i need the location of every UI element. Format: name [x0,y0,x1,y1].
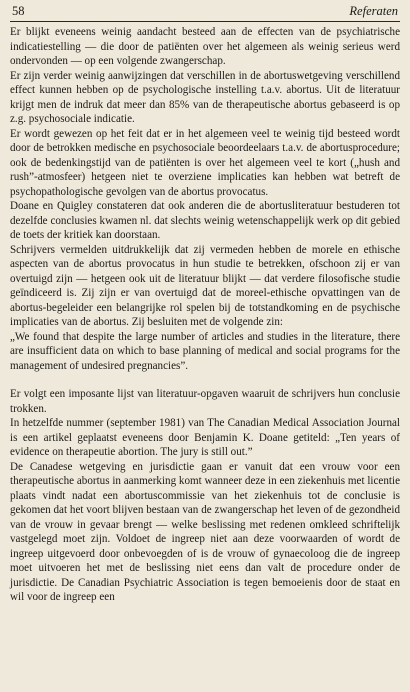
running-title: Referaten [349,4,398,18]
paragraph: Er zijn verder weinig aanwijzingen dat verschillen in de abortuswetgeving verschillend effect kunnen hebben op de psychologische instelling t.a.v. abortus. Uit de literatuur krijgt men de indruk dat meer dan 85% van de therapeutische abortus gebaseerd is op z.g. psychosociale indicatie. [10,69,400,125]
paragraph: Er blijkt eveneens weinig aandacht besteed aan de effecten van de psychiatrische indicatiestelling — die door de patiënten over het algemeen als weinig serieus werd ondervonden — op een volgende zwangerschap. [10,26,400,67]
paragraph: De Canadese wetgeving en jurisdictie gaan er vanuit dat een vrouw voor een therapeutische abortus in aanmerking komt wanneer deze in een ziekenhuis met licentie plaats vindt nadat een abortuscommissie van het ziekenhuis tot de conclusie is gekomen dat het voort blijven bestaan van de zwangerschap het leven of de gezondheid van de vrouw in gevaar brengt — welke beslissing met redenen omkleed schriftelijk vastgelegd moet zijn. Voldoet de ingreep niet aan deze voorwaarden of wordt de ingreep uitgevoerd door onbevoegden of is de vrouw of gynaecoloog die de ingreep moet uitvoeren het met de beslissing niet eens dan valt de procedure onder de jurisdictie. De Canadian Psychiatric Association is tegen bemoeienis door de staat en wil voor de ingreep een [10,460,400,603]
block-quote: „We found that despite the large number of articles and studies in the literature, there are insufficient data on which to base planning of medical and social programs for the management of undesired pregnancies”. [10,330,400,372]
paragraph-gap [10,373,400,387]
paragraph: Doane en Quigley constateren dat ook anderen die de abortusliteratuur bestuderen tot dezelfde conclusies kwamen nl. dat slechts weinig wetenschappelijk werk op dit gebied de toets der kritiek kan doorstaan. [10,200,400,241]
page-header [10,0,400,24]
article-body [10,24,400,605]
paragraph: Schrijvers vermelden uitdrukkelijk dat zij vermeden hebben de morele en ethische aspecten van de abortus provocatus in hun studie te betrekken, ofschoon zij er van overtuigd zijn — hetgeen ook uit de literatuur blijkt — dat verdere filosofische studie geïndiceerd is. Zij zijn er van overtuigd dat de moreel-ethische opvattingen van de abortus-begeleider een belangrijke rol spelen bij de totstandkoming en de psychische implicaties van de abortus. Zij besluiten met de volgende zin: [10,243,400,328]
paragraph: Er wordt gewezen op het feit dat er in het algemeen veel te weinig tijd besteed wordt door de betrokken medische en psychosociale beoordeelaars t.a.v. de abortusprocedure; ook de bedenkingstijd van de patiënten is over het algemeen veel te kort („hush and rush”-atmosfeer) hetgeen niet te overziene implicaties kan hebben wat betreft de psychopathologische gevolgen van de abortus provocatus. [10,127,400,198]
paragraph: Er volgt een imposante lijst van literatuur-opgaven waaruit de schrijvers hun conclusie trokken. [10,388,400,415]
header-rule [10,21,400,22]
paragraph: In hetzelfde nummer (september 1981) van The Canadian Medical Association Journal is een artikel geplaatst eveneens door Benjamin K. Doane getiteld: „Ten years of evidence on therapeutie abortion. The jury is still out.” [10,417,400,458]
page-number: 58 [12,4,25,18]
